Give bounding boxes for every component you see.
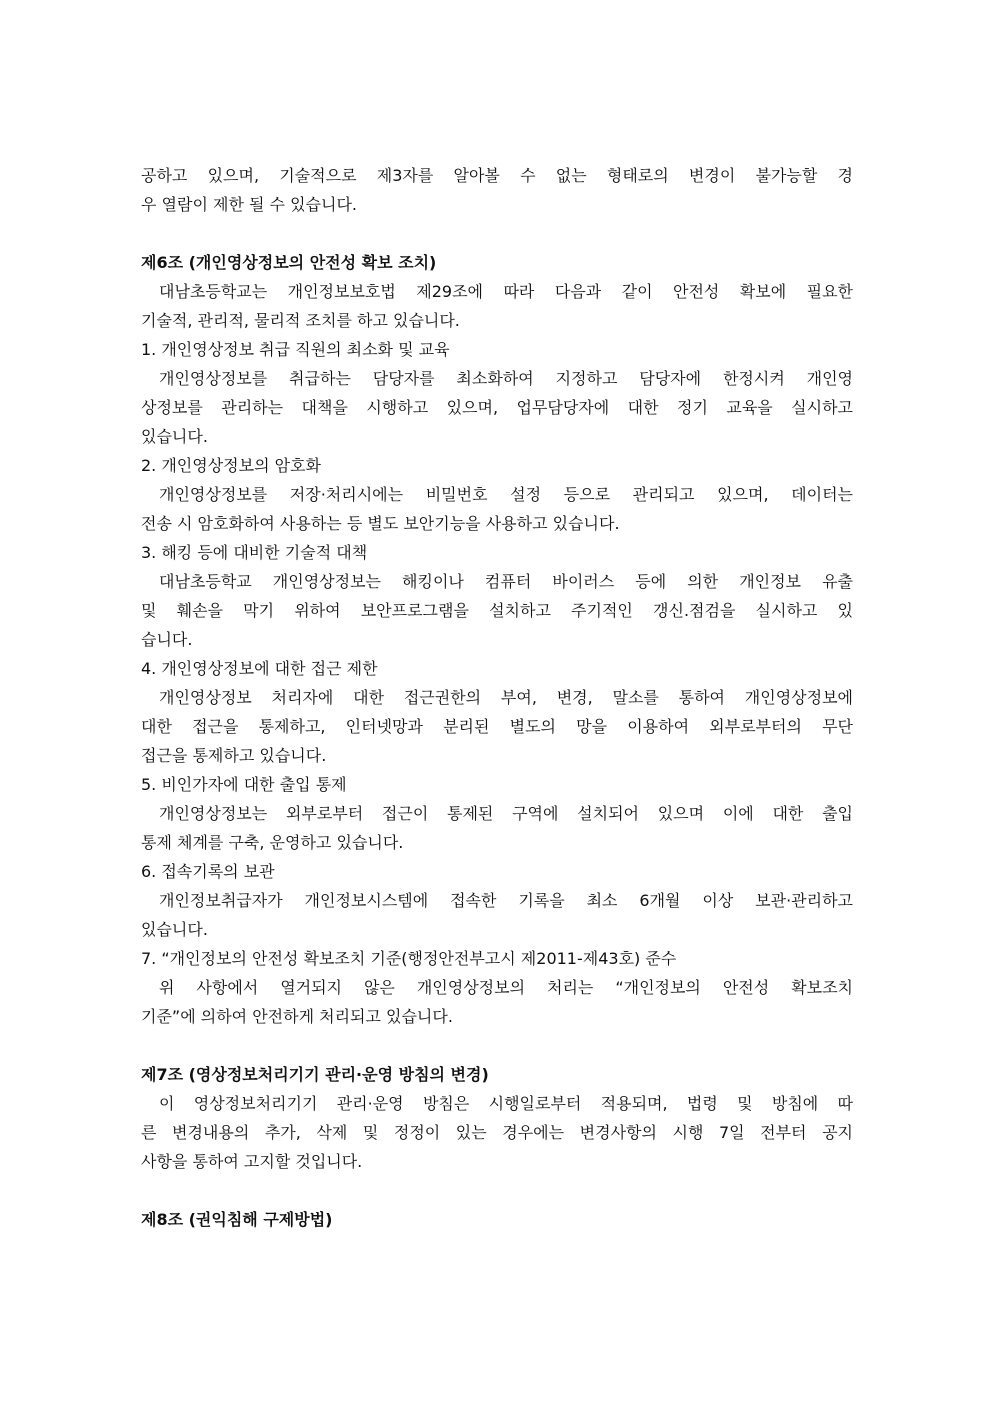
paragraph-line: 공하고 있으며, 기술적으로 제3자를 알아볼 수 없는 형태로의 변경이 불가능할 경 xyxy=(141,166,853,185)
paragraph-line: 접근을 통제하고 있습니다. xyxy=(141,746,327,765)
article-7-heading: 제7조 (영상정보처리기기 관리·운영 방침의 변경) xyxy=(141,1065,489,1084)
paragraph-line: 위 사항에서 열거되지 않은 개인영상정보의 처리는 “개인정보의 안전성 확보조치 xyxy=(159,978,853,997)
paragraph-line: 대한 접근을 통제하고, 인터넷망과 분리된 별도의 망을 이용하여 외부로부터의 무단 xyxy=(141,717,853,736)
document-page xyxy=(141,161,853,1234)
paragraph-line: 이 영상정보처리기기 관리·운영 방침은 시행일로부터 적용되며, 법령 및 방침에 따 xyxy=(159,1094,853,1113)
list-item-title: 3. 해킹 등에 대비한 기술적 대책 xyxy=(141,543,368,562)
paragraph-line: 개인영상정보를 저장·처리시에는 비밀번호 설정 등으로 관리되고 있으며, 데이터는 xyxy=(159,485,853,504)
list-item-title: 6. 접속기록의 보관 xyxy=(141,862,275,881)
list-item-title: 1. 개인영상정보 취급 직원의 최소화 및 교육 xyxy=(141,340,450,359)
paragraph-line: 개인영상정보를 취급하는 담당자를 최소화하여 지정하고 담당자에 한정시켜 개인영 xyxy=(159,369,853,388)
paragraph-line: 우 열람이 제한 될 수 있습니다. xyxy=(141,195,357,214)
list-item-title: 4. 개인영상정보에 대한 접근 제한 xyxy=(141,659,378,678)
paragraph-line: 기준”에 의하여 안전하게 처리되고 있습니다. xyxy=(141,1007,453,1026)
paragraph-line: 상정보를 관리하는 대책을 시행하고 있으며, 업무담당자에 대한 정기 교육을 실시하고 xyxy=(141,398,853,417)
article-6-heading: 제6조 (개인영상정보의 안전성 확보 조치) xyxy=(141,253,437,272)
paragraph-line: 통제 체계를 구축, 운영하고 있습니다. xyxy=(141,833,404,852)
list-item-title: 7. “개인정보의 안전성 확보조치 기준(행정안전부고시 제2011-제43호) 준수 xyxy=(141,949,677,968)
paragraph-line: 전송 시 암호화하여 사용하는 등 별도 보안기능을 사용하고 있습니다. xyxy=(141,514,620,533)
paragraph-line: 대남초등학교 개인영상정보는 해킹이나 컴퓨터 바이러스 등에 의한 개인정보 유출 xyxy=(159,572,853,591)
paragraph-line: 및 훼손을 막기 위하여 보안프로그램을 설치하고 주기적인 갱신.점검을 실시하고 있 xyxy=(141,601,853,620)
paragraph-line: 개인영상정보는 외부로부터 접근이 통제된 구역에 설치되어 있으며 이에 대한 출입 xyxy=(159,804,853,823)
paragraph-line: 습니다. xyxy=(141,630,193,649)
article-8-heading: 제8조 (권익침해 구제방법) xyxy=(141,1210,333,1229)
paragraph-line: 있습니다. xyxy=(141,427,208,446)
paragraph-line: 사항을 통하여 고지할 것입니다. xyxy=(141,1152,363,1171)
list-item-title: 5. 비인가자에 대한 출입 통제 xyxy=(141,775,347,794)
paragraph-line: 개인정보취급자가 개인정보시스템에 접속한 기록을 최소 6개월 이상 보관·관리하고 xyxy=(159,891,853,910)
paragraph-line: 개인영상정보 처리자에 대한 접근권한의 부여, 변경, 말소를 통하여 개인영상정보에 xyxy=(159,688,853,707)
paragraph-line: 기술적, 관리적, 물리적 조치를 하고 있습니다. xyxy=(141,311,460,330)
paragraph-line: 있습니다. xyxy=(141,920,208,939)
paragraph-line: 대남초등학교는 개인정보보호법 제29조에 따라 다음과 같이 안전성 확보에 필요한 xyxy=(159,282,853,301)
paragraph-line: 른 변경내용의 추가, 삭제 및 정정이 있는 경우에는 변경사항의 시행 7일 전부터 공지 xyxy=(141,1123,853,1142)
list-item-title: 2. 개인영상정보의 암호화 xyxy=(141,456,321,475)
